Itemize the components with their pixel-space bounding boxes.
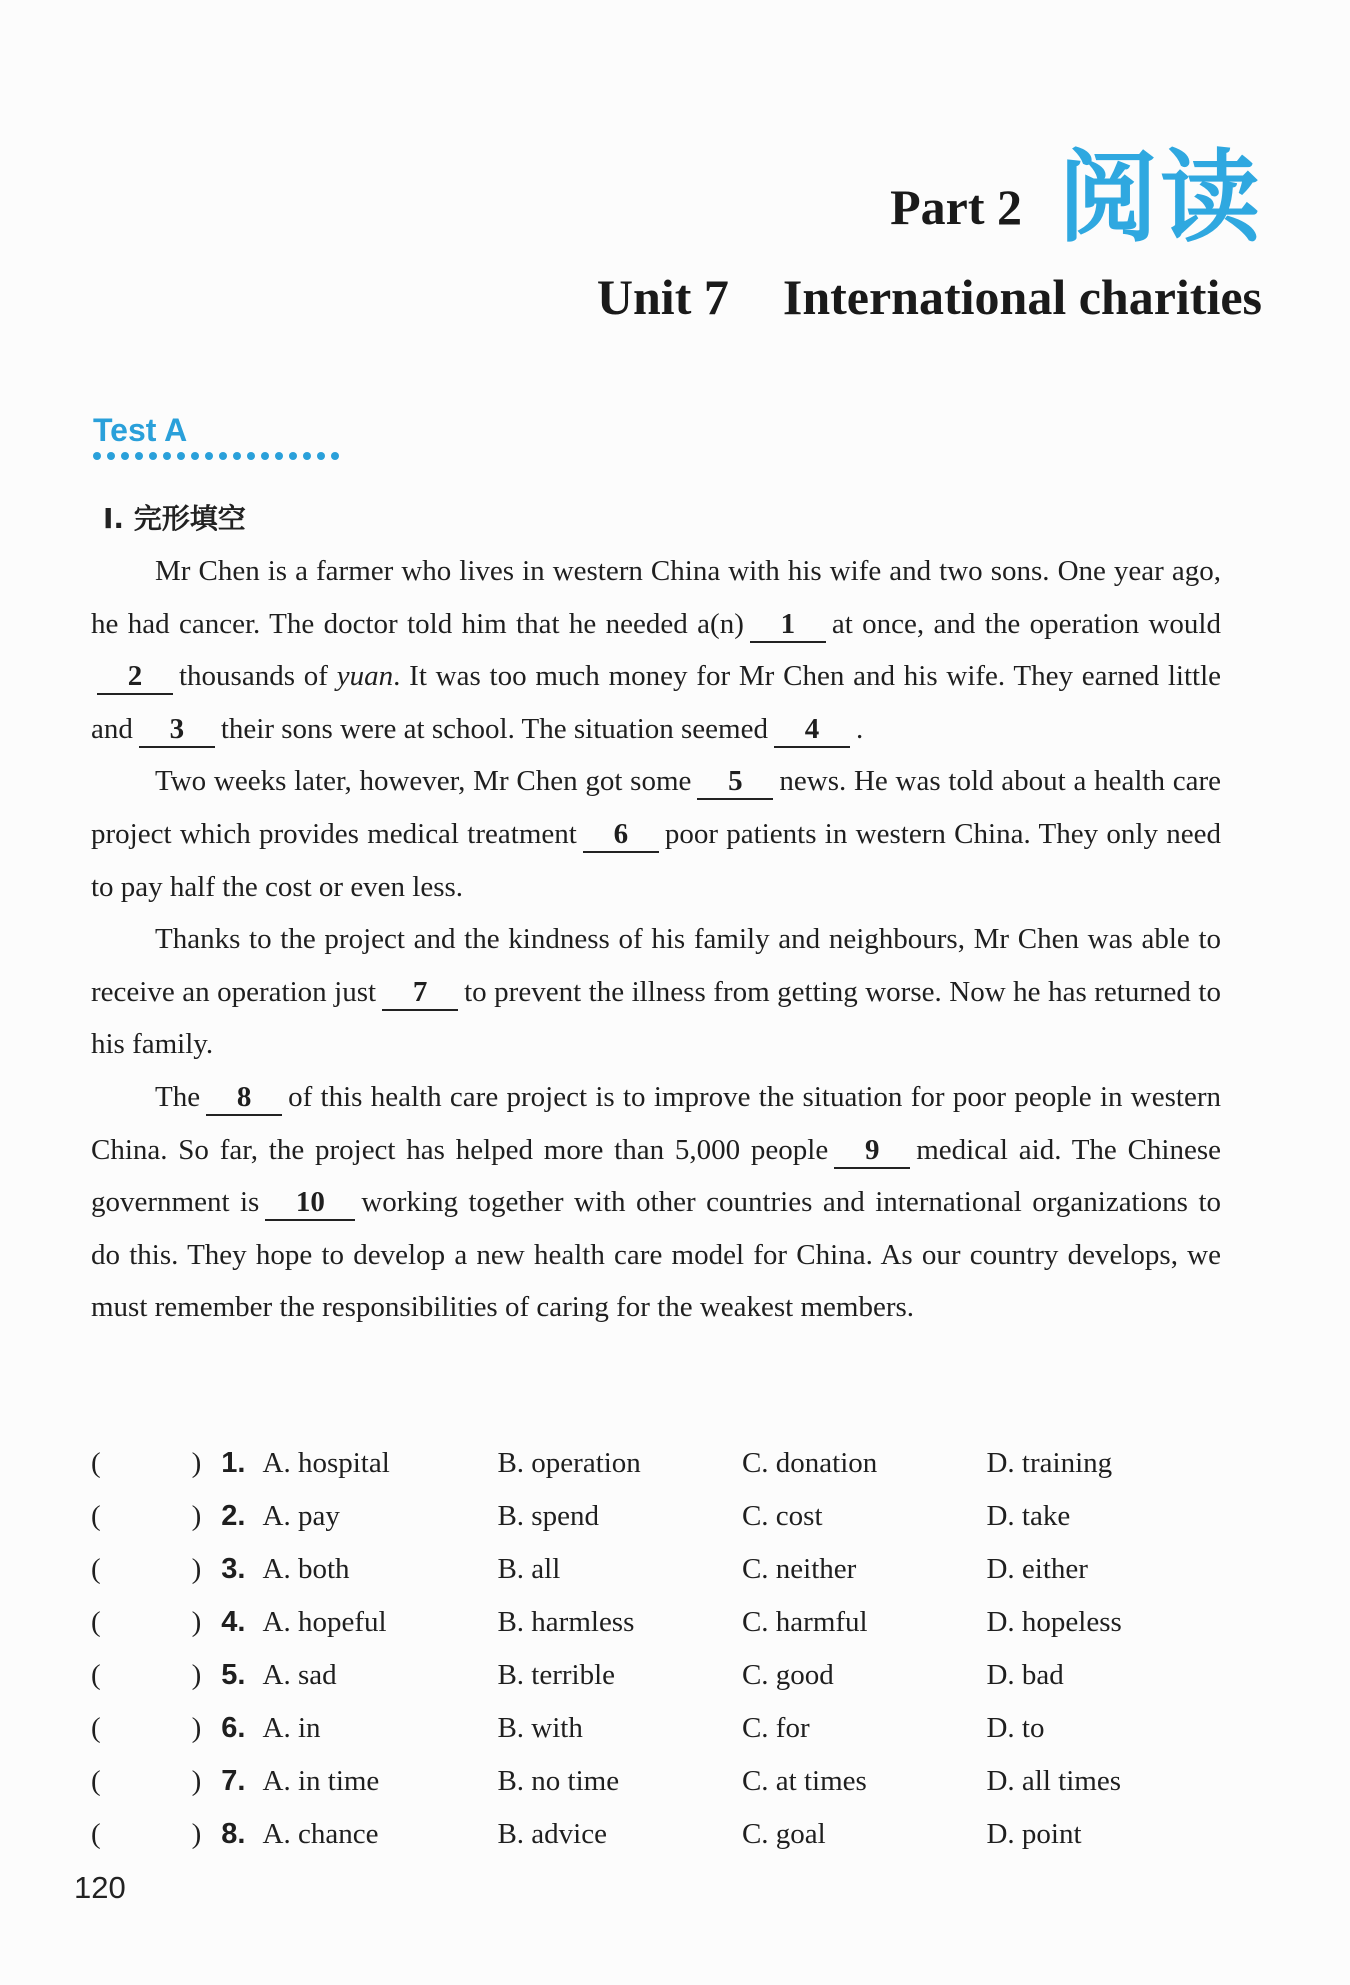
option-d: D. training [986,1447,1113,1479]
option-c: C. harmful [741,1606,868,1638]
option-a: A. hopeful [262,1606,387,1638]
answer-options [91,1437,1231,1861]
option-a: A. both [262,1553,350,1585]
question-row [91,1755,1231,1808]
unit-title: International charities [782,269,1262,325]
question-number: 6. [221,1712,246,1744]
page-header [596,139,1262,326]
reading-title-cn: 阅读 [1058,139,1262,256]
option-d: D. hopeless [986,1606,1122,1638]
question-row [91,1437,1231,1490]
option-d: D. all times [986,1765,1121,1797]
answer-blank[interactable]: ( ) [91,1606,202,1638]
option-a: A. chance [262,1818,379,1850]
blank-7: 7 [382,975,458,1011]
page-number: 120 [74,1870,126,1905]
answer-blank[interactable]: ( ) [91,1447,202,1479]
option-d: D. bad [986,1659,1064,1691]
paragraph-2: Two weeks later, however, Mr Chen got some 5 news. He was told about a health care project which provides medical treatment 6 poor patients in western China. They only need to pay half the cost or even less. [91,765,1222,903]
option-a: A. pay [262,1500,340,1532]
option-b: B. no time [497,1765,620,1797]
unit-heading [597,268,1262,326]
blank-1: 1 [750,607,826,643]
dotted-divider [93,452,339,460]
option-b: B. advice [497,1818,607,1850]
paragraph-4: The 8 of this health care project is to improve the situation for poor people in western China. So far, the project has helped more than 5,000 people 9 medical aid. The Chinese government is 10 working together with other countries and international organizations to do this. They hope to develop a new health care model for China. As our country develops, we must remember the responsibilities of caring for the weakest members. [91,1080,1221,1324]
option-b: B. operation [497,1447,641,1479]
option-c: C. cost [741,1500,823,1532]
option-d: D. point [986,1818,1082,1850]
question-row [91,1543,1231,1596]
part-title: Part 2 [890,179,1022,235]
answer-blank[interactable]: ( ) [91,1818,202,1850]
blank-2: 2 [97,659,173,695]
question-row [91,1649,1231,1702]
answer-blank[interactable]: ( ) [91,1553,202,1585]
option-b: B. harmless [497,1606,635,1638]
option-b: B. with [497,1712,583,1744]
question-row [91,1808,1231,1861]
paragraph-1: Mr Chen is a farmer who lives in western China with his wife and two sons. One year ago, he had cancer. The doctor told him that he needed a(n) 1 at once, and the operation would2 thousands of yuan. It was too much money for Mr Chen and his wife. They earned little and 3 their sons were at school. The situation seemed 4 . [91,545,1221,755]
option-b: B. spend [497,1500,599,1532]
question-row [91,1490,1231,1543]
blank-10: 10 [265,1185,355,1221]
blank-5: 5 [697,764,773,800]
option-c: C. goal [741,1818,826,1850]
blank-6: 6 [583,817,659,853]
cloze-passage [91,545,1221,1334]
option-c: C. neither [741,1553,857,1585]
option-a: A. in time [262,1765,380,1797]
answer-blank[interactable]: ( ) [91,1712,202,1744]
blank-3: 3 [139,712,215,748]
option-b: B. terrible [497,1659,616,1691]
option-d: D. take [986,1500,1071,1532]
option-c: C. good [741,1659,834,1691]
part-heading [597,139,1262,256]
option-c: C. for [741,1712,810,1744]
question-number: 4. [221,1606,246,1638]
question-number: 1. [221,1447,246,1479]
option-d: D. either [986,1553,1088,1585]
section-title: Ⅰ. 完形填空 [103,502,246,535]
question-number: 7. [221,1765,246,1797]
answer-blank[interactable]: ( ) [91,1659,202,1691]
test-label: Test A [93,412,188,448]
question-number: 8. [221,1818,246,1850]
question-row [91,1596,1231,1649]
option-a: A. in [262,1712,321,1744]
paragraph-3: Thanks to the project and the kindness of his family and neighbours, Mr Chen was able to receive an operation just 7 to prevent the illness from getting worse. Now he has returned to his family. [91,923,1221,1061]
blank-8: 8 [206,1080,282,1116]
blank-4: 4 [774,712,850,748]
answer-blank[interactable]: ( ) [91,1500,202,1532]
option-c: C. donation [741,1447,878,1479]
option-a: A. sad [262,1659,337,1691]
blank-9: 9 [834,1133,910,1169]
question-row [91,1702,1231,1755]
option-b: B. all [497,1553,561,1585]
question-number: 3. [221,1553,246,1585]
question-number: 2. [221,1500,246,1532]
unit-number: Unit 7 [596,269,729,325]
option-a: A. hospital [262,1447,390,1479]
question-number: 5. [221,1659,246,1691]
answer-blank[interactable]: ( ) [91,1765,202,1797]
option-c: C. at times [741,1765,867,1797]
option-d: D. to [986,1712,1045,1744]
